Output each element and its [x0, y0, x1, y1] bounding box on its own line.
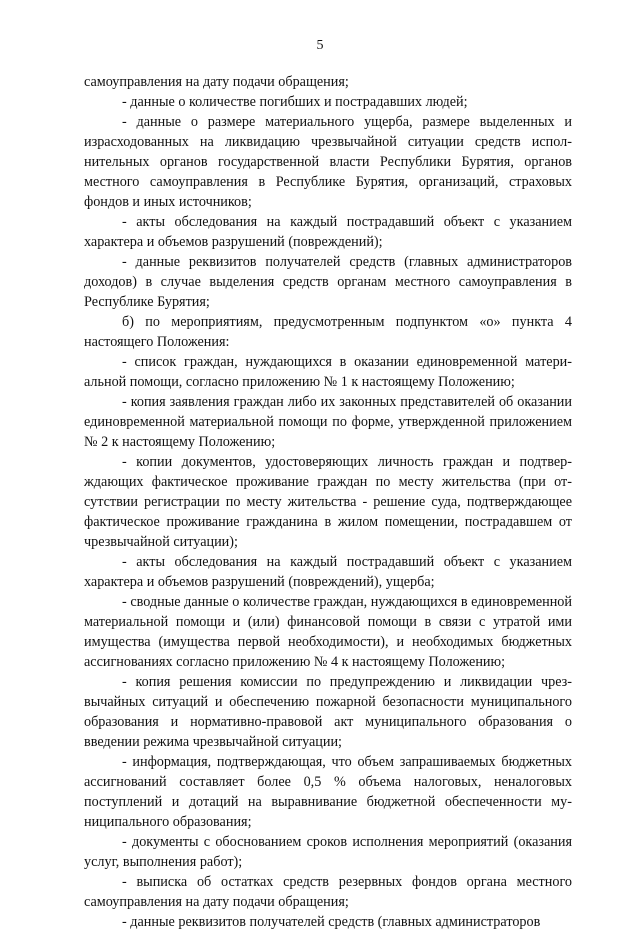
paragraph: - данные о размере материального ущерба, размере выделенных и израсходованных на ликвидацию чрезвычайной ситуации средств исполнительных органов государственной власти Республики Бурятия, органов местного самоуправления в Республике Бурятия, организаций, страховых фондов и иных источников; — [84, 114, 572, 210]
paragraph: - выписка об остатках средств резервных фондов органа местного самоуправления на дату подачи обращения; — [84, 874, 572, 910]
paragraph: - данные реквизитов получателей средств (главных администраторов доходов) в случае выделения средств органам местного самоуправления в Республике Бурятия; — [84, 254, 572, 310]
paragraph: самоуправления на дату подачи обращения; — [84, 74, 349, 90]
paragraph: - данные о количестве погибших и пострадавших людей; — [122, 94, 468, 110]
page-number: 5 — [316, 38, 324, 53]
paragraph: - данные реквизитов получателей средств (главных администраторов — [122, 914, 541, 930]
paragraph: - копия заявления граждан либо их законных представителей об оказании единовременной материальной помощи по форме, утвержденной приложением № 2 к настоящему Положению; — [84, 394, 572, 450]
paragraph: - копии документов, удостоверяющих личность граждан и подтверждающих фактическое проживание граждан по месту жительства (при отсутствии регистрации по месту жительства - решение суда, подтверждающее фактическое проживание гражданина в жилом помещении, пострадавшем от чрезвычайной ситуации); — [84, 454, 572, 550]
paragraph: - документы с обоснованием сроков исполнения мероприятий (оказания услуг, выполнения работ); — [84, 834, 572, 870]
paragraph: - акты обследования на каждый пострадавший объект с указанием характера и объемов разрушений (повреждений); — [84, 214, 572, 250]
paragraph: - сводные данные о количестве граждан, нуждающихся в единовременной материальной помощи и (или) финансовой помощи в связи с утратой ими имущества (имущества первой необходимости), и необходимых бюджетных ассигнованиях согласно приложению № 4 к настоящему Положению; — [84, 594, 572, 670]
document-body — [84, 72, 572, 932]
paragraph: - копия решения комиссии по предупреждению и ликвидации чрезвычайных ситуаций и обеспечению пожарной безопасности муниципального образования и нормативно-правовой акт муниципального образования о введении режима чрезвычайной ситуации; — [84, 674, 572, 750]
paragraph: - информация, подтверждающая, что объем запрашиваемых бюджетных ассигнований составляет более 0,5 % объема налоговых, неналоговых поступлений и дотаций на выравнивание бюджетной обеспеченности муниципального образования; — [84, 754, 572, 830]
paragraph: - акты обследования на каждый пострадавший объект с указанием характера и объемов разрушений (повреждений), ущерба; — [84, 554, 572, 590]
paragraph: б) по мероприятиям, предусмотренным подпунктом «о» пункта 4 настоящего Положения: — [84, 314, 572, 350]
paragraph: - список граждан, нуждающихся в оказании единовременной материальной помощи, согласно приложению № 1 к настоящему Положению; — [84, 354, 572, 390]
